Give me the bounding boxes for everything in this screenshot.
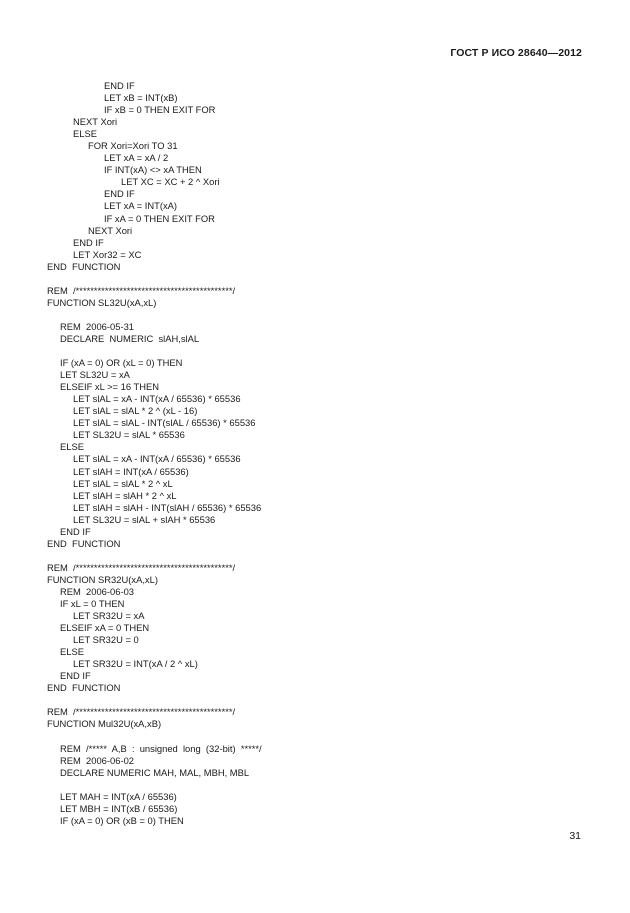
code-line: LET Xor32 = XC — [73, 248, 142, 260]
code-line: ELSE — [73, 128, 97, 140]
blank-line — [47, 779, 590, 791]
code-line: REM /*******************************************/ — [47, 284, 236, 296]
code-line: LET XC = XC + 2 ^ Xori — [121, 176, 220, 188]
code-line: ELSEIF xA = 0 THEN — [60, 622, 150, 634]
code-line: LET slAL = slAL * 2 ^ xL — [73, 477, 173, 489]
code-line: END IF — [104, 80, 135, 91]
code-line: END IF — [60, 670, 91, 682]
code-line: LET SL32U = xA — [60, 369, 130, 381]
code-line: FUNCTION SR32U(xA,xL) — [47, 573, 158, 585]
code-line: IF INT(xA) <> xA THEN — [104, 164, 202, 176]
code-line: REM 2006-06-03 — [60, 585, 134, 597]
code-line: LET SL32U = slAL + slAH * 65536 — [73, 513, 216, 525]
code-line: LET xA = xA / 2 — [104, 152, 169, 164]
code-line: LET slAL = xA - INT(xA / 65536) * 65536 — [73, 393, 241, 405]
code-line: REM 2006-06-02 — [60, 754, 134, 766]
code-line: LET slAL = slAL * 2 ^ (xL - 16) — [73, 405, 198, 417]
code-line: LET slAL = xA - INT(xA / 65536) * 65536 — [73, 453, 241, 465]
code-line: IF xB = 0 THEN EXIT FOR — [104, 104, 216, 116]
code-line: REM /*******************************************/ — [47, 561, 236, 573]
code-line: END FUNCTION — [47, 260, 121, 272]
code-line: LET slAH = slAH * 2 ^ xL — [73, 489, 177, 501]
code-line: LET slAH = INT(xA / 65536) — [73, 465, 189, 477]
code-line: FUNCTION Mul32U(xA,xB) — [47, 718, 162, 730]
code-line: END FUNCTION — [47, 537, 121, 549]
code-line: ELSEIF xL >= 16 THEN — [60, 381, 160, 393]
code-line: REM /*******************************************/ — [47, 706, 236, 718]
code-line: LET xB = INT(xB) — [104, 92, 178, 104]
code-line: FUNCTION SL32U(xA,xL) — [47, 296, 157, 308]
document-header: ГОСТ Р ИСО 28640—2012 — [450, 47, 582, 59]
code-line: LET SL32U = slAL * 65536 — [73, 429, 185, 441]
code-line: NEXT Xori — [73, 116, 118, 128]
code-line: LET slAH = slAH - INT(slAH / 65536) * 65536 — [73, 501, 262, 513]
code-line: IF xL = 0 THEN — [60, 598, 125, 610]
code-listing — [47, 80, 590, 827]
page-number: 31 — [569, 830, 581, 842]
code-line: LET SR32U = INT(xA / 2 ^ xL) — [73, 658, 198, 670]
code-line: LET slAL = slAL - INT(slAL / 65536) * 65536 — [73, 417, 256, 429]
code-line: FOR Xori=Xori TO 31 — [88, 140, 178, 152]
code-line: END IF — [60, 525, 91, 537]
blank-line — [47, 273, 590, 285]
code-line: DECLARE NUMERIC slAH,slAL — [60, 332, 200, 344]
blank-line — [47, 345, 590, 357]
code-line: LET xA = INT(xA) — [104, 200, 178, 212]
code-line: IF (xA = 0) OR (xB = 0) THEN — [60, 814, 184, 826]
code-line: REM 2006-05-31 — [60, 320, 134, 332]
blank-line — [47, 731, 590, 743]
blank-line — [47, 550, 590, 562]
code-line: END IF — [73, 236, 104, 248]
blank-line — [47, 309, 590, 321]
code-line: IF xA = 0 THEN EXIT FOR — [104, 212, 215, 224]
code-line: ELSE — [60, 646, 84, 658]
code-line: DECLARE NUMERIC MAH, MAL, MBH, MBL — [60, 766, 250, 778]
code-line: ELSE — [60, 441, 84, 453]
code-line: END FUNCTION — [47, 682, 121, 694]
code-line: LET SR32U = xA — [73, 610, 145, 622]
code-line: END IF — [104, 188, 135, 200]
code-line: LET SR32U = 0 — [73, 634, 139, 646]
code-line: LET MAH = INT(xA / 65536) — [60, 790, 177, 802]
code-line: NEXT Xori — [88, 224, 133, 236]
code-line: REM /***** A,B : unsigned long (32-bit) *****/ — [60, 742, 262, 754]
blank-line — [47, 694, 590, 706]
code-line: IF (xA = 0) OR (xL = 0) THEN — [60, 357, 183, 369]
code-line: LET MBH = INT(xB / 65536) — [60, 802, 178, 814]
